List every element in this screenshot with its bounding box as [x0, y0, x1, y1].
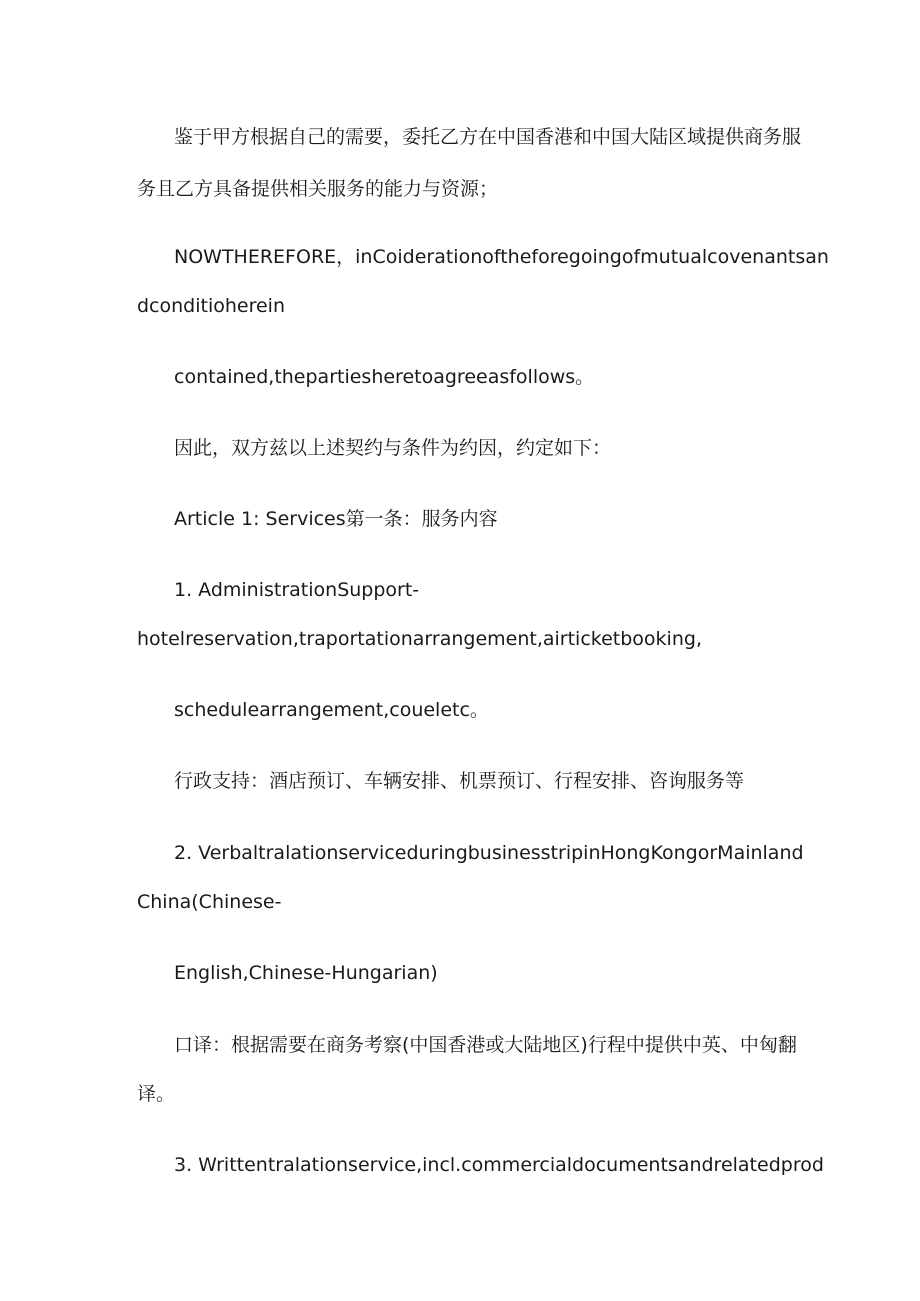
paragraph-line-2: 务且乙方具备提供相关服务的能力与资源；: [137, 178, 499, 200]
article-heading: Article 1: Services第一条：服务内容: [174, 508, 498, 530]
list-item-2-line-3: English,Chinese-Hungarian): [174, 962, 438, 984]
list-item-3-line-1: 3. Writtentralationservice,incl.commercialdocumentsandrelatedprod: [174, 1154, 824, 1176]
paragraph-line-3: NOWTHEREFORE，inCoiderationoftheforegoingofmutualcovenantsan: [174, 246, 829, 268]
list-item-1-line-3: schedulearrangement,coueletc。: [174, 699, 489, 721]
list-item-2-line-2: China(Chinese-: [137, 891, 282, 913]
list-item-2-translation-line-1: 口译：根据需要在商务考察(中国香港或大陆地区)行程中提供中英、中匈翻: [174, 1034, 797, 1056]
list-item-2-translation-line-2: 译。: [137, 1083, 176, 1105]
list-item-1-line-2: hotelreservation,traportationarrangement,airticketbooking,: [137, 628, 702, 650]
list-item-2-line-1: 2. VerbaltralationserviceduringbusinesstripinHongKongorMainland: [174, 842, 804, 864]
paragraph-line-1: 鉴于甲方根据自己的需要，委托乙方在中国香港和中国大陆区域提供商务服: [174, 126, 802, 148]
paragraph-line-5: contained,thepartiesheretoagreeasfollows。: [174, 366, 595, 388]
list-item-1-line-1: 1. AdministrationSupport-: [174, 579, 420, 601]
paragraph-line-4: dconditioherein: [137, 295, 286, 317]
list-item-1-translation: 行政支持：酒店预订、车辆安排、机票预订、行程安排、咨询服务等: [174, 770, 745, 792]
paragraph-line-6: 因此，双方兹以上述契约与条件为约因，约定如下：: [174, 437, 612, 459]
